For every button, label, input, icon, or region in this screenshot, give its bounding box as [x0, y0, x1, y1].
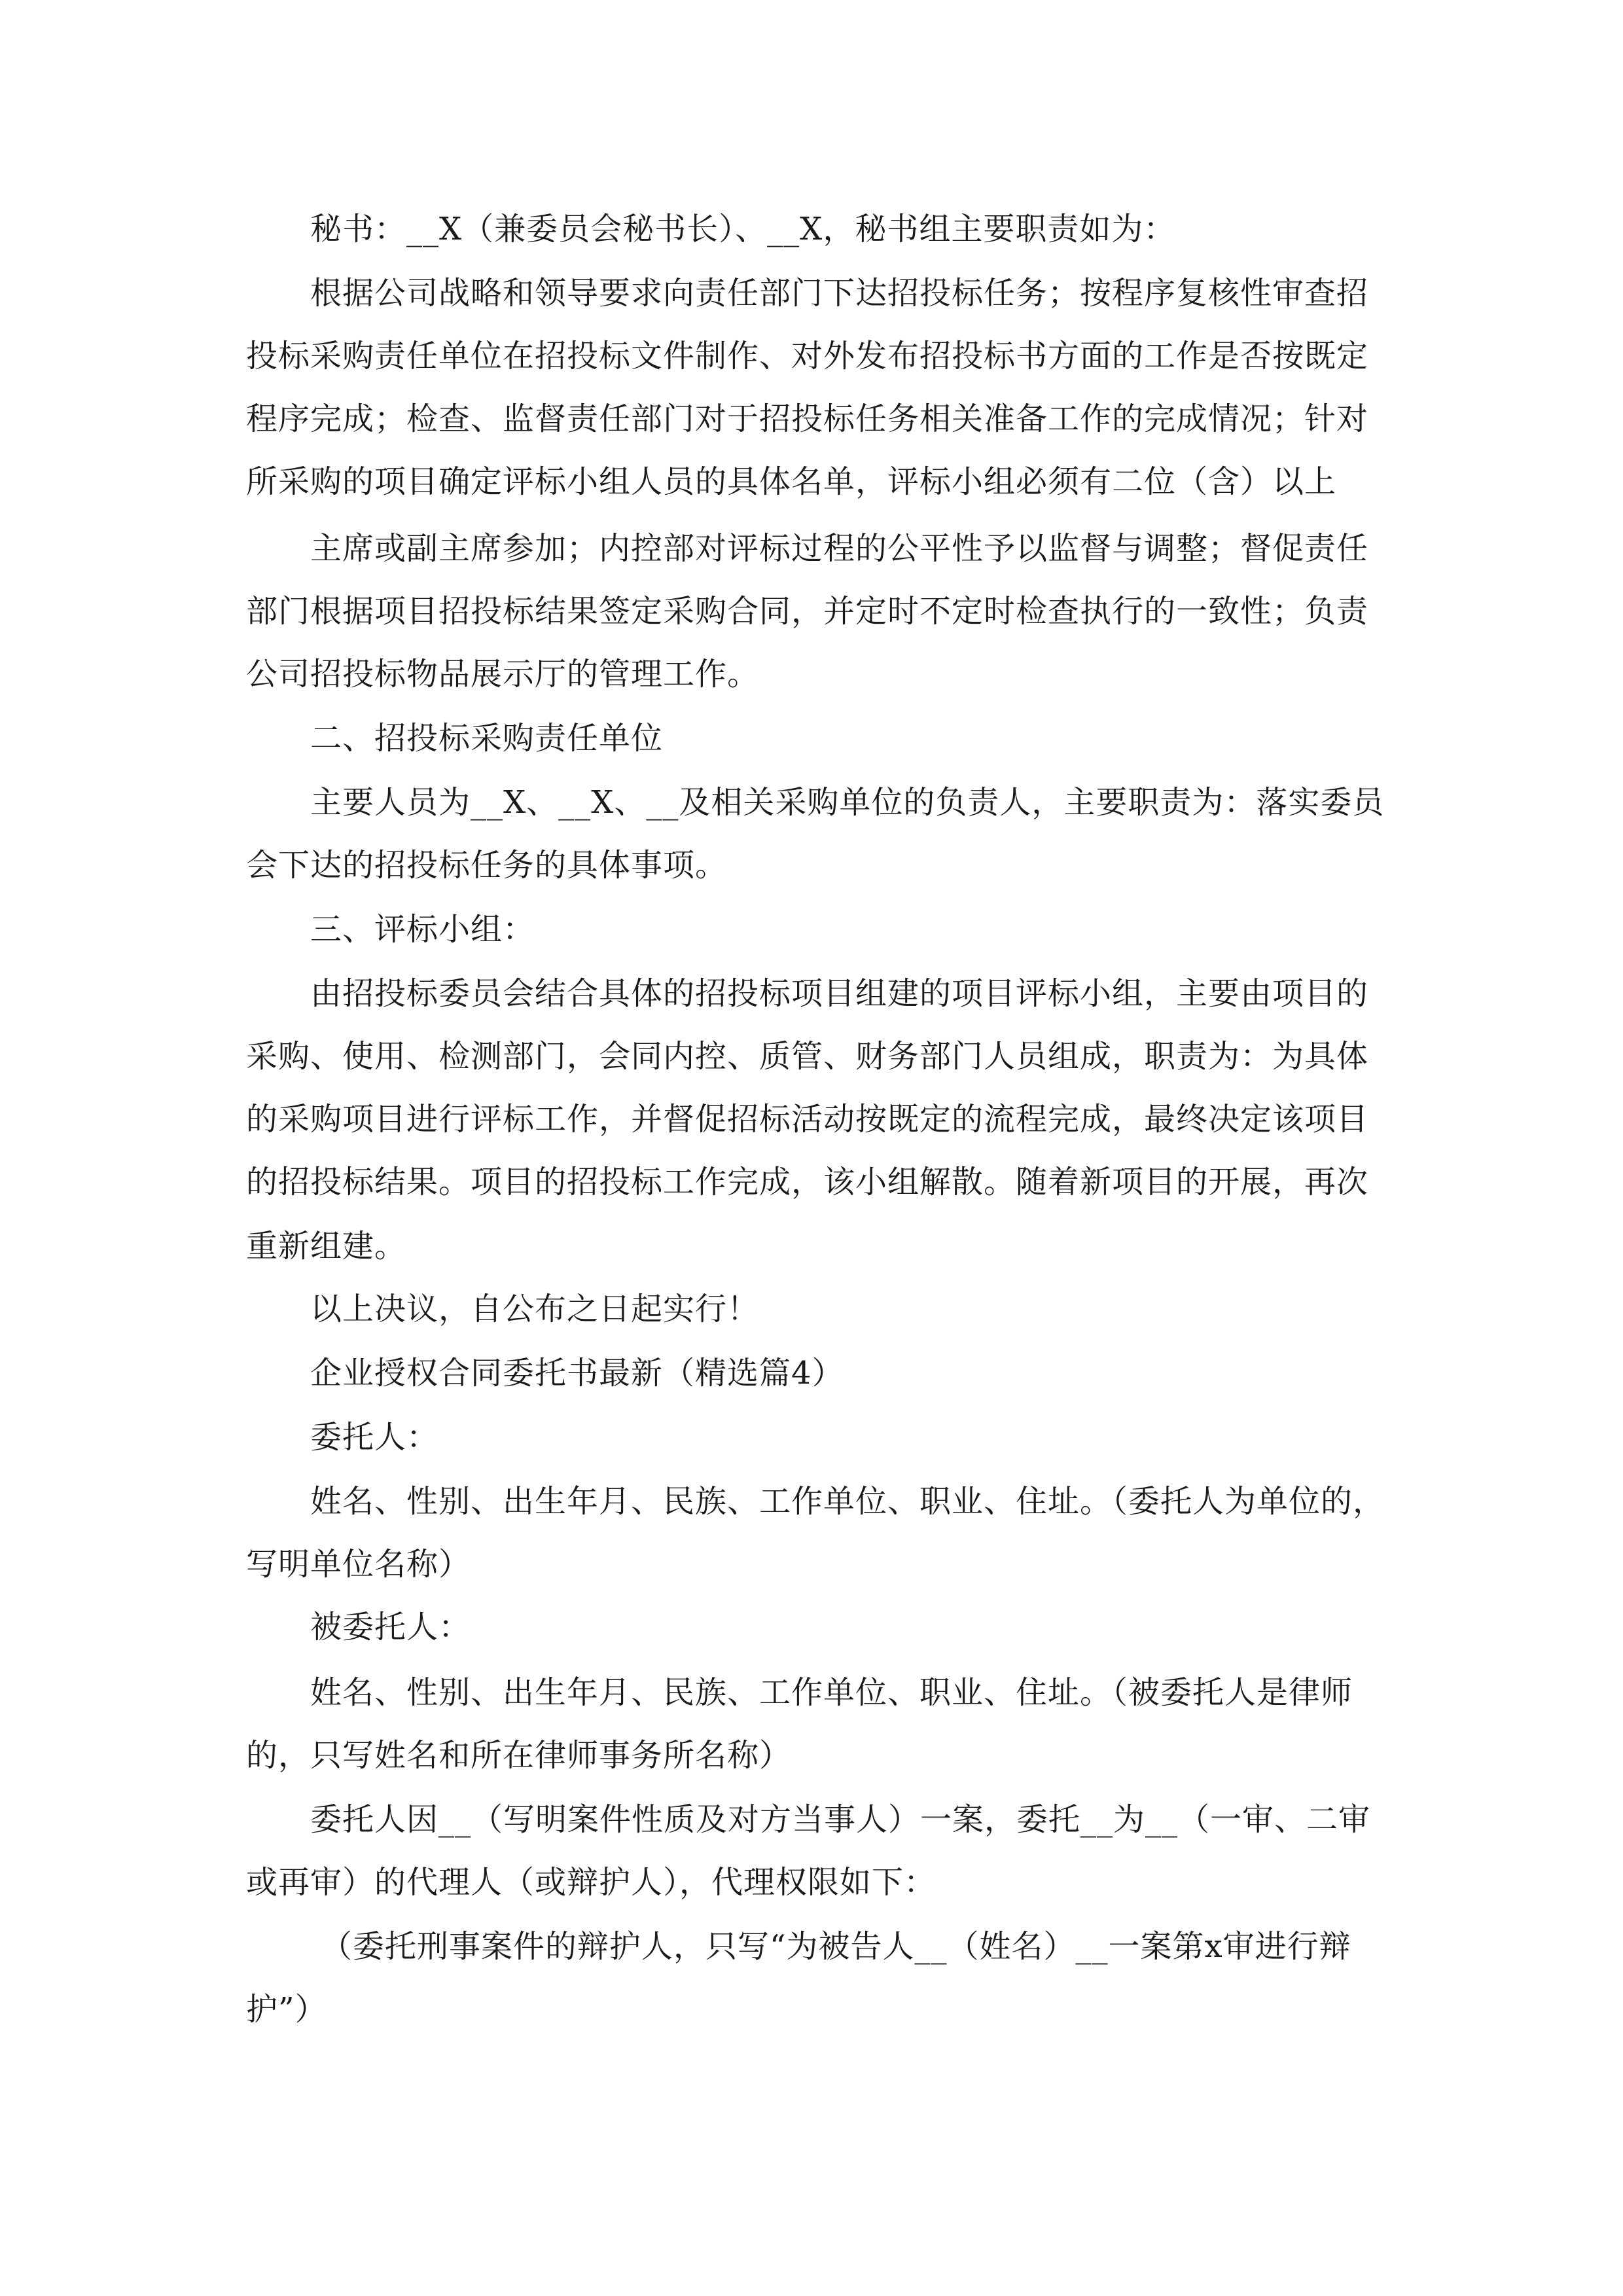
paragraph-line: 姓名、性别、出生年月、民族、工作单位、职业、住址。（被委托人是律师: [310, 1674, 1353, 1711]
paragraph-line: 重新组建。: [246, 1228, 407, 1265]
paragraph-line: 主要人员为__X、__X、__及相关采购单位的负责人，主要职责为：落实委员: [310, 784, 1385, 821]
section-heading: 二、招投标采购责任单位: [310, 720, 664, 757]
paragraph-line: 投标采购责任单位在招投标文件制作、对外发布招投标书方面的工作是否按既定: [246, 338, 1369, 374]
paragraph-line: 公司招投标物品展示厅的管理工作。: [246, 656, 760, 692]
field-label: 被委托人：: [310, 1609, 471, 1645]
paragraph-line: 或再审）的代理人（或辩护人），代理权限如下：: [246, 1864, 936, 1901]
paragraph-line: 由招投标委员会结合具体的招投标项目组建的项目评标小组，主要由项目的: [310, 975, 1369, 1012]
paragraph-line: 程序完成；检查、监督责任部门对于招投标任务相关准备工作的完成情况；针对: [246, 401, 1369, 437]
paragraph-line: 采购、使用、检测部门，会同内控、质管、财务部门人员组成，职责为：为具体: [246, 1038, 1369, 1075]
paragraph-line: 部门根据项目招投标结果签定采购合同，并定时不定时检查执行的一致性；负责: [246, 593, 1369, 630]
paragraph-line: 会下达的招投标任务的具体事项。: [246, 847, 728, 884]
paragraph-line: 所采购的项目确定评标小组人员的具体名单，评标小组必须有二位（含）以上: [246, 463, 1337, 500]
section-heading: 三、评标小组：: [310, 911, 535, 948]
paragraph-line: 姓名、性别、出生年月、民族、工作单位、职业、住址。（委托人为单位的，: [310, 1483, 1385, 1520]
paragraph-line: （委托刑事案件的辩护人，只写“为被告人__（姓名）__一案第x审进行辩: [321, 1928, 1351, 1965]
document-subtitle: 企业授权合同委托书最新（精选篇4）: [310, 1355, 844, 1391]
paragraph-secretary: 秘书：__X（兼委员会秘书长）、__X，秘书组主要职责如为：: [310, 211, 1176, 247]
field-label: 委托人：: [310, 1419, 439, 1456]
paragraph-line: 根据公司战略和领导要求向责任部门下达招投标任务；按程序复核性审查招: [310, 275, 1369, 312]
paragraph-line: 委托人因__（写明案件性质及对方当事人）一案，委托__为__（一审、二审: [310, 1801, 1371, 1838]
paragraph-line: 的，只写姓名和所在律师事务所名称）: [246, 1737, 792, 1774]
paragraph-line: 护”）: [246, 1991, 327, 2028]
paragraph-line: 主席或副主席参加；内控部对评标过程的公平性予以监督与调整；督促责任: [310, 530, 1369, 567]
paragraph-line: 的招投标结果。项目的招投标工作完成，该小组解散。随着新项目的开展，再次: [246, 1164, 1369, 1200]
paragraph-line: 以上决议，自公布之日起实行！: [310, 1291, 760, 1327]
paragraph-line: 的采购项目进行评标工作，并督促招标活动按既定的流程完成，最终决定该项目: [246, 1101, 1369, 1138]
paragraph-line: 写明单位名称）: [246, 1546, 471, 1583]
